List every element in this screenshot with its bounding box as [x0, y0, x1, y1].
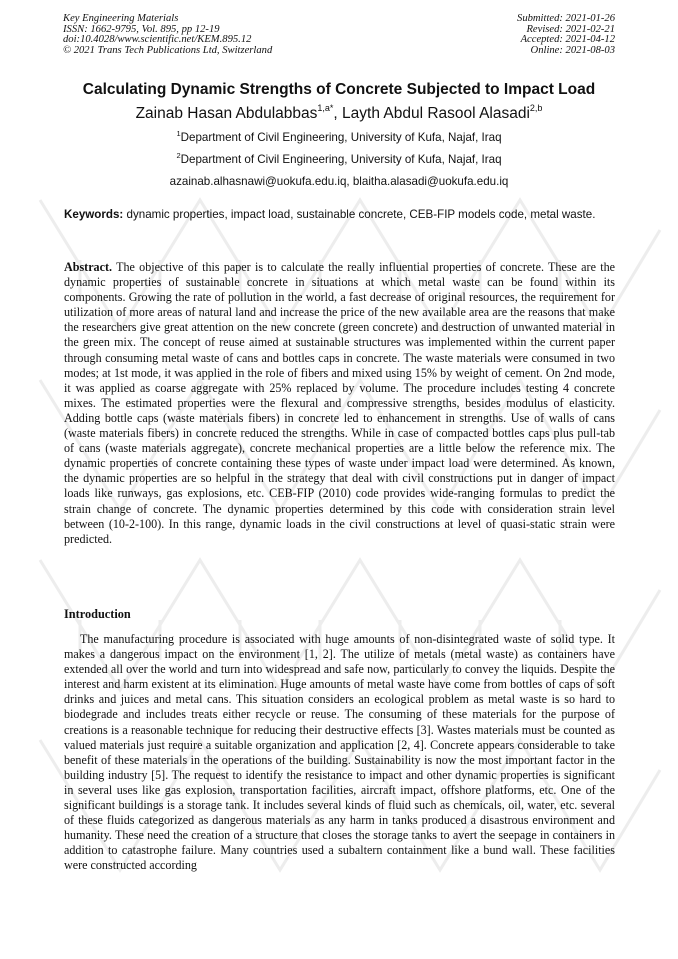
- date-online: Online: 2021-08-03: [530, 44, 615, 56]
- affiliation-text: Department of Civil Engineering, University of Kufa, Najaf, Iraq: [180, 131, 502, 144]
- date-revised: Revised: 2021-02-21: [526, 23, 615, 35]
- author-name: Layth Abdul Rasool Alasadi: [342, 105, 530, 122]
- abstract-section: [64, 260, 615, 547]
- affiliation-superscript: 2: [176, 151, 181, 160]
- date-accepted: Accepted: 2021-04-12: [520, 34, 615, 46]
- author-superscript: 2,b: [529, 103, 543, 113]
- abstract-label: Abstract.: [64, 260, 113, 274]
- journal-issn: ISSN: 1662-9795, Vol. 895, pp 12-19: [63, 23, 220, 35]
- author-line: [30, 104, 648, 124]
- journal-name: Key Engineering Materials: [63, 13, 179, 24]
- author-emails: azainab.alhasnawi@uokufa.edu.iq, blaitha.alasadi@uokufa.edu.iq: [169, 175, 509, 188]
- journal-copyright: © 2021 Trans Tech Publications Ltd, Switzerland: [63, 44, 273, 56]
- paper-title: Calculating Dynamic Strengths of Concrete Subjected to Impact Load: [82, 81, 596, 98]
- affiliation-1: [30, 131, 648, 145]
- keywords-text: dynamic properties, impact load, sustainable concrete, CEB-FIP models code, metal waste.: [126, 208, 596, 221]
- author-superscript: 1,a*: [317, 103, 334, 113]
- section-heading-introduction: Introduction: [64, 607, 131, 621]
- author-name: Zainab Hasan Abdulabbas: [135, 105, 318, 122]
- affiliation-text: Department of Civil Engineering, University of Kufa, Najaf, Iraq: [180, 153, 502, 166]
- date-submitted: Submitted: 2021-01-26: [517, 13, 615, 24]
- author-separator: ,: [333, 105, 343, 122]
- journal-header: [63, 14, 272, 56]
- journal-doi: doi:10.4028/www.scientific.net/KEM.895.12: [63, 34, 252, 46]
- keywords-label: Keywords:: [64, 208, 124, 221]
- abstract-text: The objective of this paper is to calculate the really influential properties of concrete. These are the dynamic properties of sustainable concrete in situations at which metal waste can be found within its components. Growing the rate of pollution in the world, a fast decrease of original resources, the requirement for utilization of more areas of natural land and increase the price of the new available area are the reasons that make the researchers give great attention on the new concrete (green concrete) and destruction of unwanted material in the green mix. The concept of reuse aimed at sustainable structures was implemented within the current paper through consuming metal waste of cans and bottles caps in concrete. The waste materials were consumed in two modes; at 1st mode, it was applied in the role of fibers and mixed using 15% by weight of cement. On 2nd mode, it was applied as coarse aggregate with 25% replaced by volume. The procedure includes testing 4 concrete mixes. The estimated properties were the flexural and compressive strengths, besides modulus of elasticity. Adding bottle caps (waste materials fibers) in concrete led to enhancement in strengths. Use of walls of cans (waste materials fibers) in concrete reduced the strengths. While in case of compacted bottles caps plus pull-tab of cans (waste materials aggregate), concrete mechanical properties are a little below the reference mix. The dynamic properties of concrete containing these types of waste under impact load were determined. As known, the dynamic properties are so helpful in the strategy that deal with civil constructions put in danger of impact loads like runways, gas explosions, etc. CEB-FIP (2010) code provides wide-ranging formulas to predict the strain change of concrete. The dynamic properties determined by this code with consideration strain level between (10-2-100). In this range, dynamic loads in the civil constructions at level of quasi-static strain were predicted.: [64, 260, 615, 546]
- submission-dates: [517, 14, 615, 56]
- keywords-section: [64, 207, 615, 222]
- affiliation-superscript: 1: [176, 129, 181, 138]
- introduction-paragraph: The manufacturing procedure is associated with huge amounts of non-disintegrated waste of solid type. It makes a dangerous impact on the environment [1, 2]. The utilize of metals (metal waste) as containers have extended all over the world and turn into widespread and safe now, particularly to convey the liquids. Despite the interest and harm existent at its elimination. Huge amounts of metal waste have come from bottles of caps of soft drinks and juices and metal cans. This situation considers an ecological problem as metal waste is so hard to biodegrade and includes treats either recycle or reuse. The consuming of these materials for the purpose of creations is a reasonable technique for reducing their destructive effects [3]. Wastes materials must be counted as valued materials just require a suitable organization and application [2, 4]. Concrete appears considerable to take benefit of these materials in the operations of the building. Sustainability is now the most important factor in the building industry [5]. The request to identify the resistance to impact and other dynamic properties is significant in several uses like gas explosion, transportation facilities, aircraft impact, offshore platforms, etc. One of the significant buildings is a storage tank. It includes several kinds of fluid such as chemicals, oil, water, etc. several of these fluids categorized as dangerous materials as any harm in tanks produced a disastrous environment and humanity. These need the creation of a structure that closes the storage tanks to avert the seepage in containers in addition to catastrophe failure. Many countries used a subaltern containment like a bund wall. These facilities were constructed according: [64, 632, 615, 873]
- affiliation-2: [30, 153, 648, 167]
